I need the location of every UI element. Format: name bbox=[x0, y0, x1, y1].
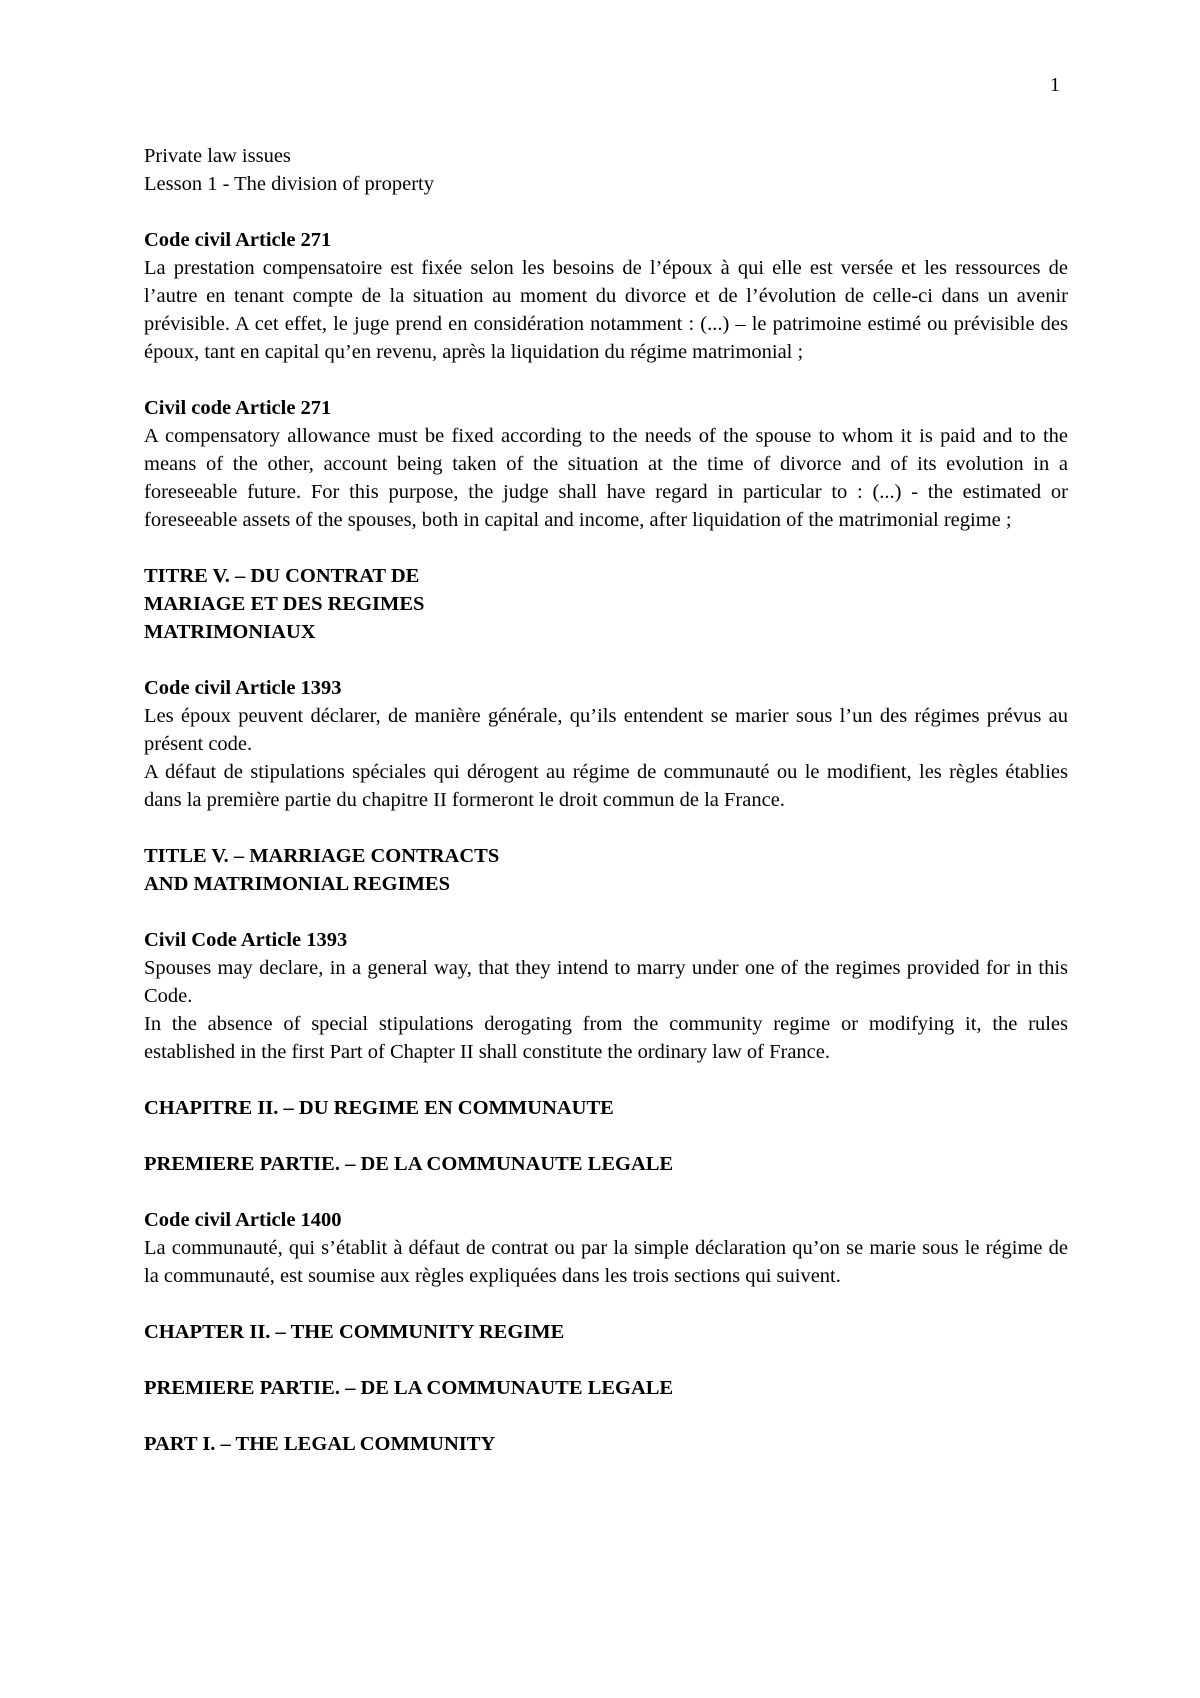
article-271-fr-heading: Code civil Article 271 bbox=[144, 229, 332, 251]
chapitre-ii-heading: CHAPITRE II. – DU REGIME EN COMMUNAUTE bbox=[144, 1097, 614, 1119]
document-title: Private law issues bbox=[144, 145, 291, 167]
article-1393-fr-heading: Code civil Article 1393 bbox=[144, 677, 342, 699]
title-v-line: TITLE V. – MARRIAGE CONTRACTS bbox=[144, 845, 500, 867]
part-i-heading: PART I. – THE LEGAL COMMUNITY bbox=[144, 1433, 496, 1455]
premiere-partie-heading-repeat: PREMIERE PARTIE. – DE LA COMMUNAUTE LEGALE bbox=[144, 1377, 674, 1399]
titre-v-heading bbox=[144, 562, 1068, 646]
page-number: 1 bbox=[1050, 74, 1060, 96]
title-v-line: AND MATRIMONIAL REGIMES bbox=[144, 873, 450, 895]
article-1393-fr-para1: Les époux peuvent déclarer, de manière générale, qu’ils entendent se marier sous l’un des régimes prévus au présent code. bbox=[144, 705, 1068, 755]
article-1393-en-heading: Civil Code Article 1393 bbox=[144, 929, 348, 951]
titre-v-line: MARIAGE ET DES REGIMES bbox=[144, 593, 425, 615]
titre-v-line: TITRE V. – DU CONTRAT DE bbox=[144, 565, 420, 587]
article-1400-fr-heading: Code civil Article 1400 bbox=[144, 1209, 342, 1231]
article-271-en-text: A compensatory allowance must be fixed according to the needs of the spouse to whom it is paid and to the means of the other, account being taken of the situation at the time of divorce and of its evolution in a foreseeable future. For this purpose, the judge shall have regard in particular to : (...) - the estimated or foreseeable assets of the spouses, both in capital and income, after liquidation of the matrimonial regime ; bbox=[144, 425, 1068, 531]
article-1393-fr-para2: A défaut de stipulations spéciales qui dérogent au régime de communauté ou le modifient, les règles établies dans la première partie du chapitre II formeront le droit commun de la France. bbox=[144, 761, 1068, 811]
lesson-title: Lesson 1 - The division of property bbox=[144, 173, 434, 195]
article-271-en-heading: Civil code Article 271 bbox=[144, 397, 332, 419]
premiere-partie-heading: PREMIERE PARTIE. – DE LA COMMUNAUTE LEGALE bbox=[144, 1153, 674, 1175]
titre-v-line: MATRIMONIAUX bbox=[144, 621, 316, 643]
article-271-fr-text: La prestation compensatoire est fixée selon les besoins de l’époux à qui elle est versée et les ressources de l’autre en tenant compte de la situation au moment du divorce et de l’évolution de celle-ci dans un avenir prévisible. A cet effet, le juge prend en considération notamment : (...) – le patrimoine estimé ou prévisible des époux, tant en capital qu’en revenu, après la liquidation du régime matrimonial ; bbox=[144, 257, 1068, 363]
article-1400-fr-text: La communauté, qui s’établit à défaut de contrat ou par la simple déclaration qu’on se marie sous le régime de la communauté, est soumise aux règles expliquées dans les trois sections qui suivent. bbox=[144, 1237, 1068, 1287]
document-body bbox=[144, 142, 1068, 1458]
title-v-heading bbox=[144, 842, 1068, 898]
chapter-ii-heading: CHAPTER II. – THE COMMUNITY REGIME bbox=[144, 1321, 565, 1343]
article-1393-en-para1: Spouses may declare, in a general way, that they intend to marry under one of the regimes provided for in this Code. bbox=[144, 957, 1068, 1007]
article-1393-en-para2: In the absence of special stipulations derogating from the community regime or modifying it, the rules established in the first Part of Chapter II shall constitute the ordinary law of France. bbox=[144, 1013, 1068, 1063]
